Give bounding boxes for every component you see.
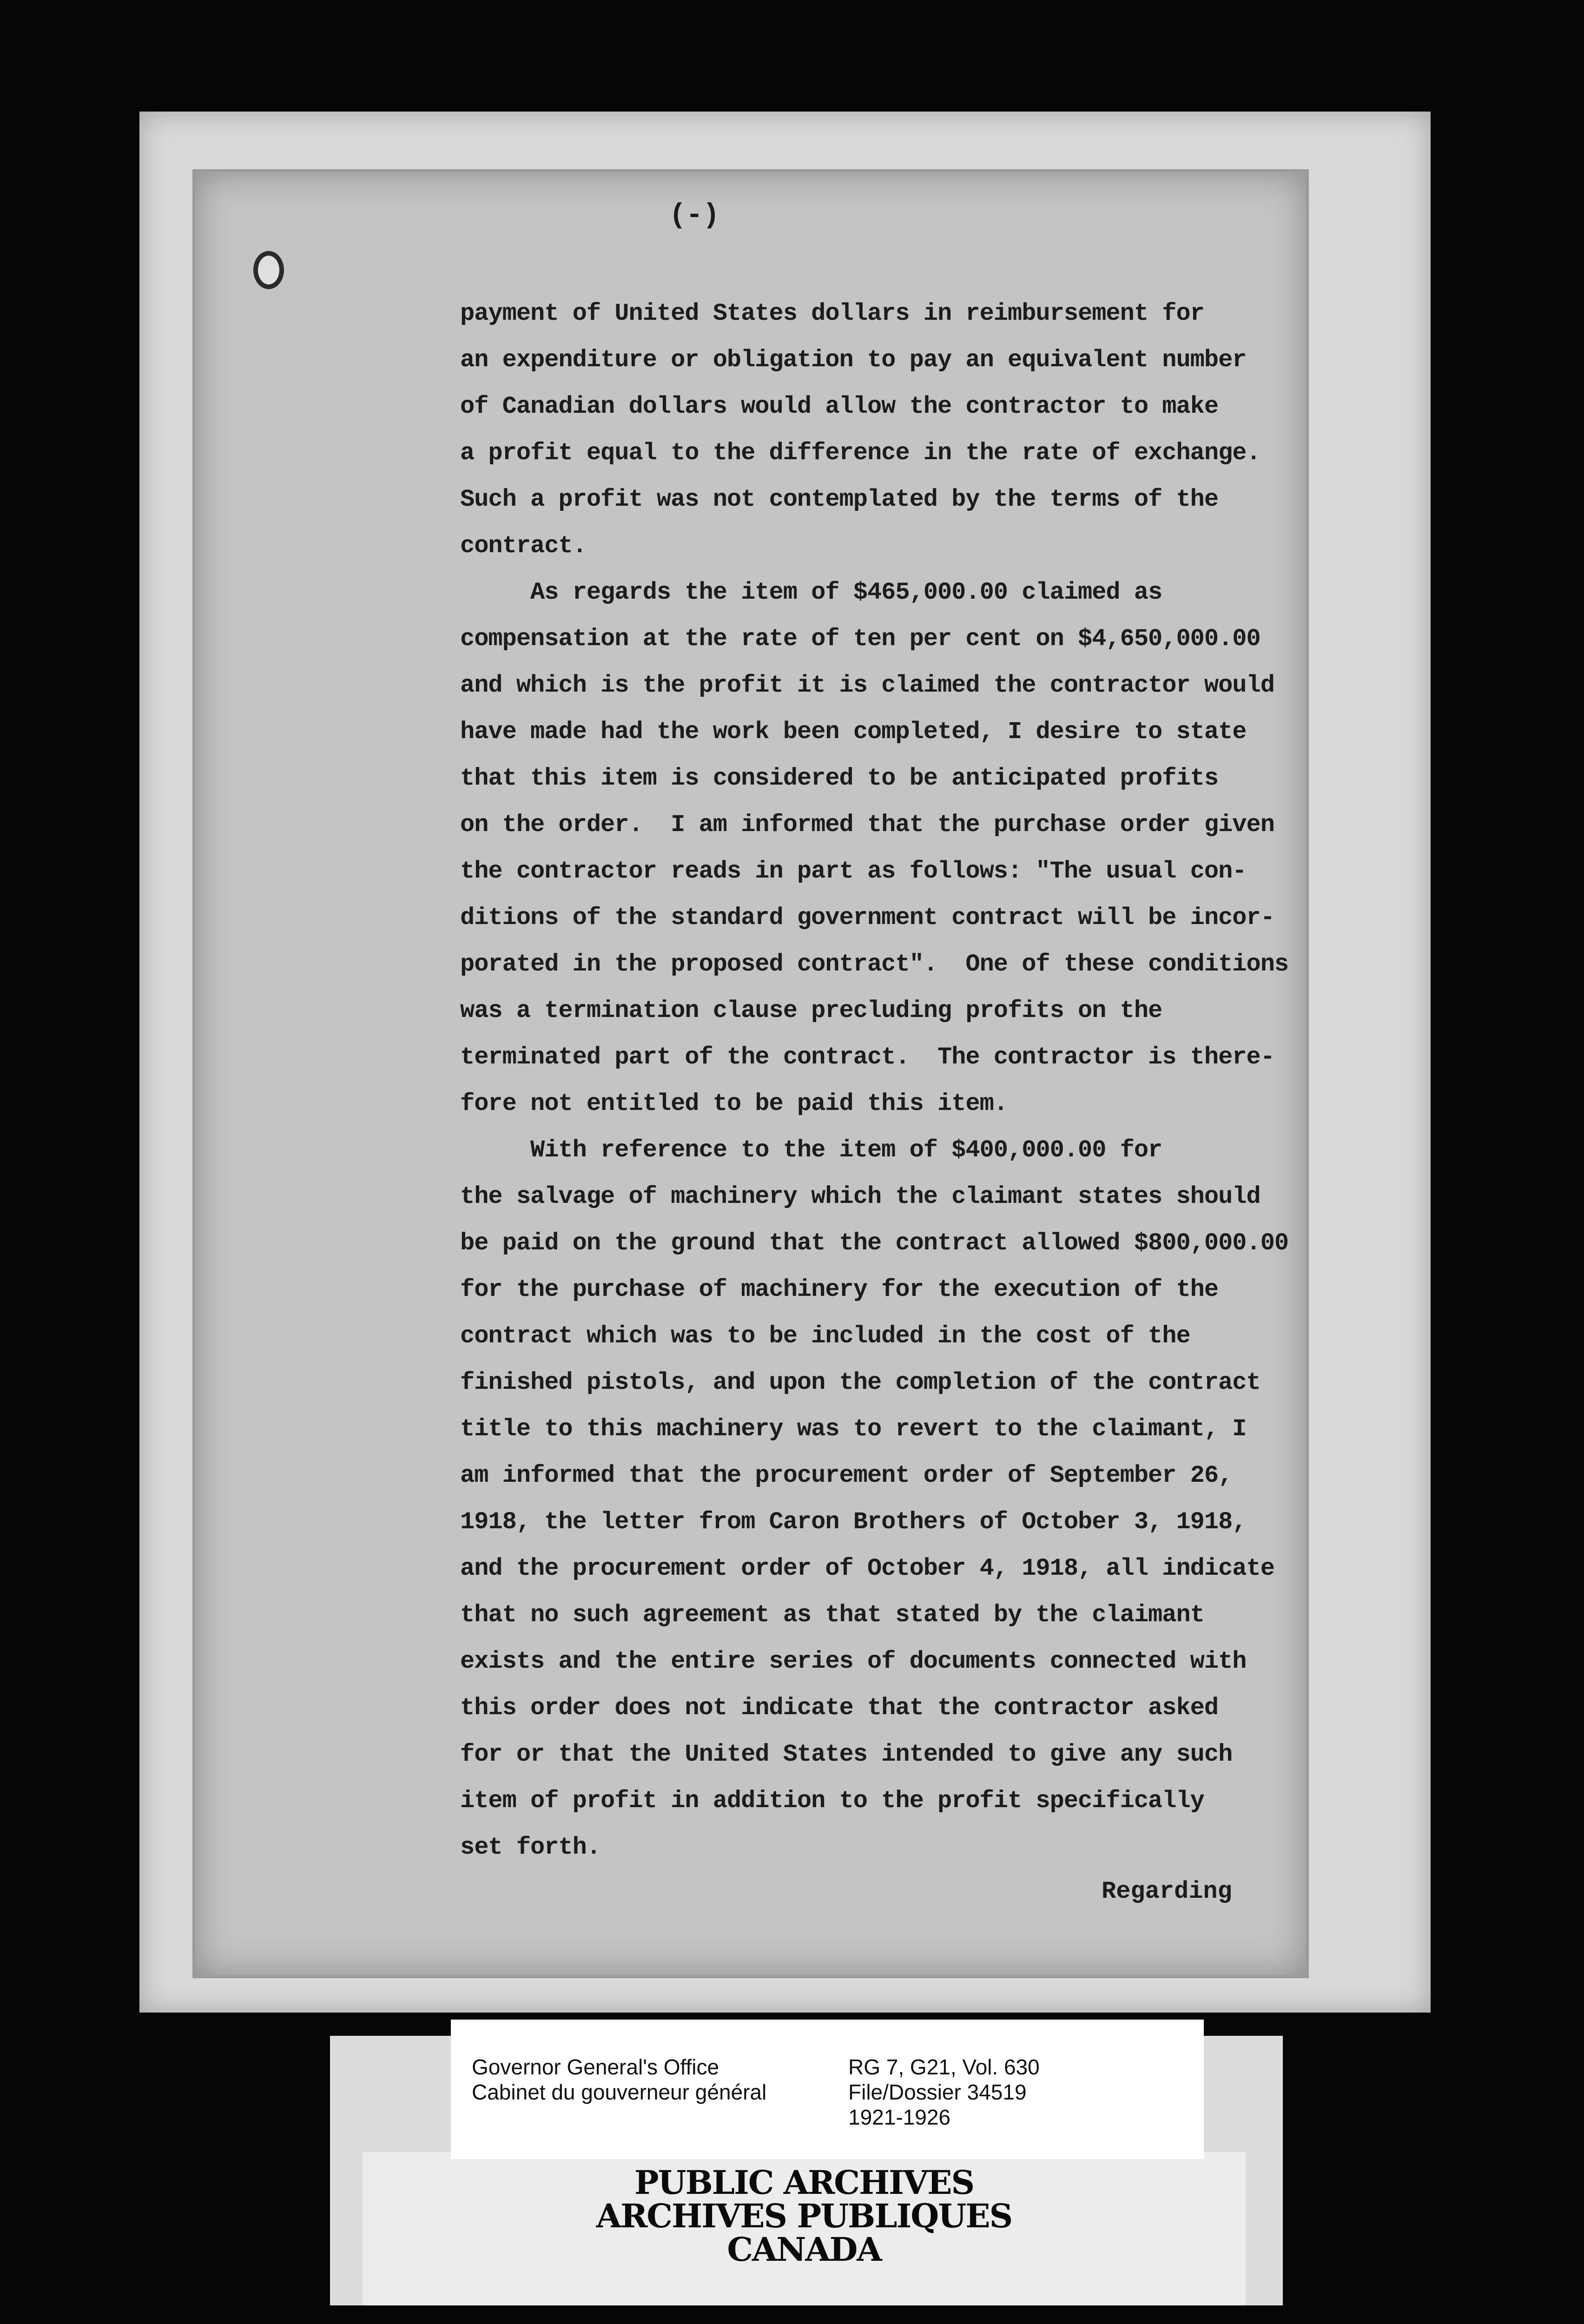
body-line: title to this machinery was to revert to the claimant, I <box>460 1415 1247 1443</box>
record-group: RG 7, G21, Vol. 630 <box>848 2055 1040 2079</box>
body-line: contract which was to be included in the cost of the <box>460 1322 1190 1350</box>
page-mark: (-) <box>669 200 720 231</box>
body-line: this order does not indicate that the contractor asked <box>460 1694 1219 1722</box>
body-line: an expenditure or obligation to pay an equivalent number <box>460 346 1247 374</box>
stamp-line-2: ARCHIVES PUBLIQUES <box>596 2197 1012 2235</box>
body-line: was a termination clause precluding profits on the <box>460 997 1162 1024</box>
body-line: finished pistols, and upon the completion of the contract <box>460 1369 1261 1396</box>
body-line: the contractor reads in part as follows: "The usual con- <box>460 858 1247 885</box>
file-number: File/Dossier 34519 <box>848 2080 1027 2104</box>
body-line: and the procurement order of October 4, 1918, all indicate <box>460 1555 1274 1582</box>
body-line: be paid on the ground that the contract allowed $800,000.00 <box>460 1229 1289 1257</box>
stamp-line-3: CANADA <box>727 2230 881 2269</box>
body-line: for or that the United States intended to give any such <box>460 1741 1233 1768</box>
body-line: the salvage of machinery which the claimant states should <box>460 1183 1261 1210</box>
body-line: of Canadian dollars would allow the contractor to make <box>460 393 1219 420</box>
body-line: am informed that the procurement order of September 26, <box>460 1462 1233 1489</box>
body-line: exists and the entire series of documents connected with <box>460 1648 1247 1675</box>
body-line: that this item is considered to be anticipated profits <box>460 765 1219 792</box>
archive-stamp <box>511 2163 1097 2269</box>
archive-label-office <box>472 2054 766 2105</box>
date-range: 1921-1926 <box>848 2105 950 2129</box>
body-line: on the order. I am informed that the purchase order given <box>460 811 1274 838</box>
letter-body <box>460 290 1306 1871</box>
stamp-line-1: PUBLIC ARCHIVES <box>634 2163 974 2202</box>
body-line: item of profit in addition to the profit specifically <box>460 1787 1204 1815</box>
body-line: ditions of the standard government contract will be incor- <box>460 904 1274 931</box>
body-line: that no such agreement as that stated by the claimant <box>460 1601 1204 1629</box>
body-line: terminated part of the contract. The contractor is there- <box>460 1043 1274 1071</box>
body-line: compensation at the rate of ten per cent on $4,650,000.00 <box>460 625 1261 653</box>
body-line: for the purchase of machinery for the execution of the <box>460 1276 1219 1303</box>
office-name-en: Governor General's Office <box>472 2055 719 2079</box>
body-line: a profit equal to the difference in the rate of exchange. <box>460 439 1261 467</box>
body-line: Such a profit was not contemplated by the terms of the <box>460 486 1219 513</box>
body-line: porated in the proposed contract". One of these conditions <box>460 951 1289 978</box>
punch-hole-icon <box>253 251 284 289</box>
office-name-fr: Cabinet du gouverneur général <box>472 2080 767 2104</box>
archive-label-reference <box>848 2054 1040 2130</box>
body-line: fore not entitled to be paid this item. <box>460 1090 1008 1117</box>
body-line: set forth. <box>460 1834 601 1861</box>
closing-catchword: Regarding <box>1102 1878 1232 1905</box>
body-line: and which is the profit it is claimed the contractor would <box>460 672 1274 699</box>
body-line: contract. <box>460 532 587 560</box>
body-line: 1918, the letter from Caron Brothers of October 3, 1918, <box>460 1508 1247 1536</box>
body-line: have made had the work been completed, I desire to state <box>460 718 1247 746</box>
body-line: As regards the item of $465,000.00 claimed as <box>460 579 1162 606</box>
body-line: payment of United States dollars in reimbursement for <box>460 300 1204 327</box>
body-line: With reference to the item of $400,000.00 for <box>460 1136 1162 1164</box>
